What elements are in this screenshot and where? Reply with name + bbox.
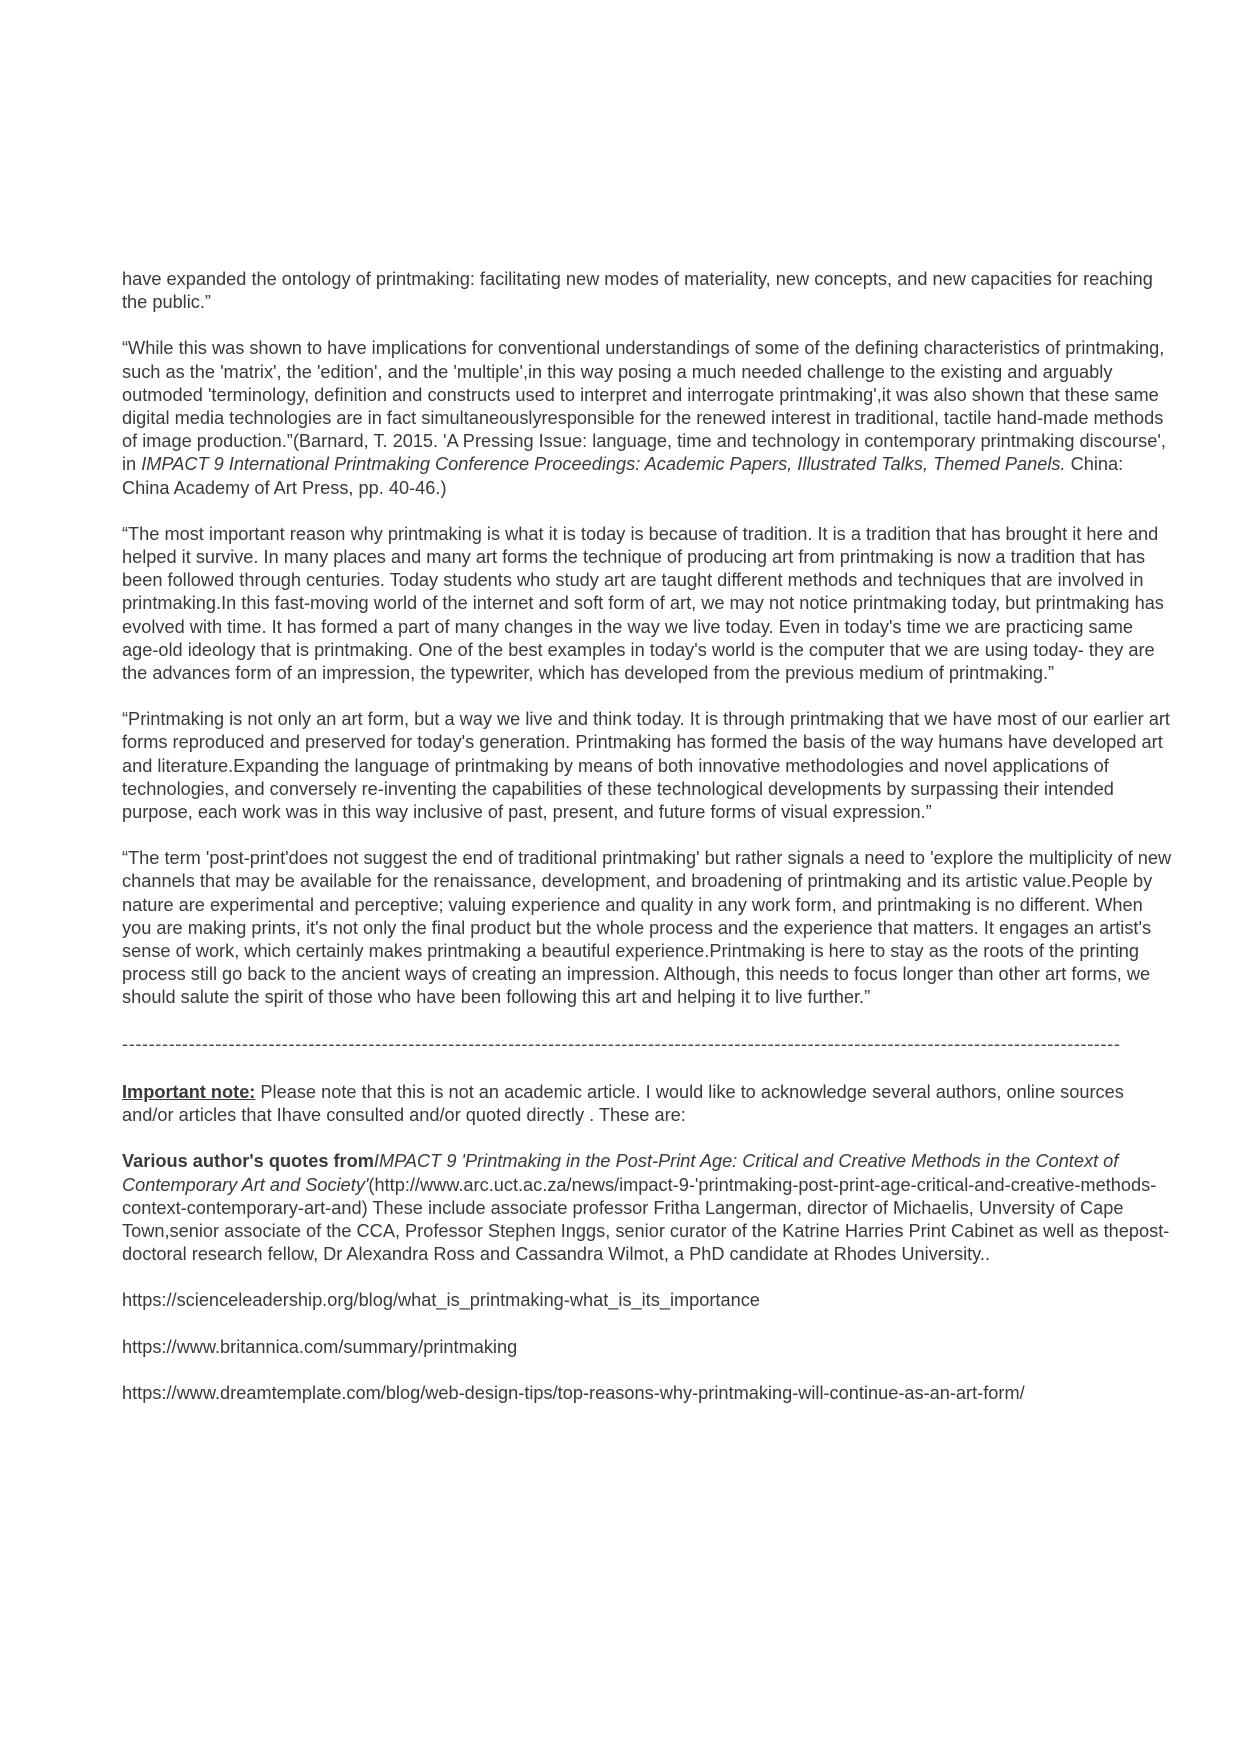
- document-page: [122, 268, 1172, 1428]
- sources-text: (http://www.arc.uct.ac.za/news/impact-9-'printmaking-post-print-age-critical-and-creative-methods-context-contemporary-art-and) These include associate professor Fritha Langerman, director of Michaelis, Unversity of Cape Town,senior associate of the CCA, Professor Stephen Inggs, senior curator of the Katrine Harries Print Cabinet as well as thepost-doctoral research fellow, Dr Alexandra Ross and Cassandra Wilmot, a PhD candidate at Rhodes University..: [122, 1174, 1170, 1265]
- paragraph-1: have expanded the ontology of printmaking: facilitating new modes of materiality, new concepts, and new capacities for reaching the public.”: [122, 269, 1153, 313]
- paragraph-5: “The term 'post-print'does not suggest the end of traditional printmaking' but rather signals a need to 'explore the multiplicity of new channels that may be available for the renaissance, development, and broadening of printmaking and its artistic value.People by nature are experimental and perceptive; valuing experience and quality in any work form, and printmaking is no different. When you are making prints, it's not only the final product but the whole process and the experience that matters. It engages an artist's sense of work, which certainly makes printmaking a beautiful experience.Printmaking is here to stay as the roots of the printing process still go back to the ancient ways of creating an impression. Although, this needs to focus longer than other art forms, we should salute the spirit of those who have been following this art and helping it to live further.”: [122, 848, 1172, 1008]
- paragraph-2: [122, 337, 1172, 499]
- dashed-divider: ------------------------------------------------------------------------------------------------------------------------------------------------------: [122, 1033, 1121, 1054]
- sources-title: IMPACT 9 'Printmaking in the Post-Print Age: Critical and Creative Methods in the Context of Contemporary Art and Society': [122, 1151, 1119, 1195]
- paragraph-4: “Printmaking is not only an art form, but a way we live and think today. It is through printmaking that we have most of our earlier art forms reproduced and preserved for today's generation. Printmaking has formed the basis of the way humans have developed art and literature.Expanding the language of printmaking by means of both innovative methodologies and novel applications of technologies, and conversely re-inventing the capabilities of these technological developments by surpassing their intended purpose, each work was in this way inclusive of past, present, and future forms of visual expression.”: [122, 709, 1170, 823]
- reference-link-3[interactable]: https://www.dreamtemplate.com/blog/web-design-tips/top-reasons-why-printmaking-will-continue-as-an-art-form/: [122, 1382, 1025, 1403]
- reference-link-2[interactable]: https://www.britannica.com/summary/printmaking: [122, 1336, 518, 1357]
- important-note-text: Please note that this is not an academic article. I would like to acknowledge several authors, online sources and/or articles that Ihave consulted and/or quoted directly . These are:: [122, 1081, 1124, 1126]
- important-note-label: Important note:: [122, 1081, 256, 1102]
- paragraph-2-text: “While this was shown to have implications for conventional understandings of some of the defining characteristics of printmaking, such as the 'matrix', the 'edition', and the 'multiple',in this way posing a much needed challenge to the existing and arguably outmoded 'terminology, definition and constructs used to interpret and interrogate printmaking',it was also shown that these same digital media technologies are in fact simultaneouslyresponsible for the renewed interest in traditional, tactile hand-made methods of image production.”(Barnard, T. 2015. 'A Pressing Issue: language, time and technology in contemporary printmaking discourse', in: [122, 338, 1166, 475]
- paragraph-3: “The most important reason why printmaking is what it is today is because of tradition. It is a tradition that has brought it here and helped it survive. In many places and many art forms the technique of producing art from printmaking is now a tradition that has been followed through centuries. Today students who study art are taught different methods and techniques that are involved in printmaking.In this fast-moving world of the internet and soft form of art, we may not notice printmaking today, but printmaking has evolved with time. It has formed a part of many changes in the way we live today. Even in today's time we are practicing same age-old ideology that is printmaking. One of the best examples in today's world is the computer that we are using today- they are the advances form of an impression, the typewriter, which has developed from the previous medium of printmaking.”: [122, 523, 1164, 684]
- sources-lead: Various author's quotes from: [122, 1151, 374, 1172]
- reference-link-1[interactable]: https://scienceleadership.org/blog/what_is_printmaking-what_is_its_importance: [122, 1290, 760, 1311]
- sources-paragraph: [122, 1150, 1172, 1266]
- paragraph-2-citation-tail: China: China Academy of Art Press, pp. 40-46.): [122, 454, 1124, 498]
- paragraph-2-citation-title: IMPACT 9 International Printmaking Conference Proceedings: Academic Papers, Illustrated Talks, Themed Panels.: [141, 454, 1066, 475]
- important-note: [122, 1081, 1172, 1127]
